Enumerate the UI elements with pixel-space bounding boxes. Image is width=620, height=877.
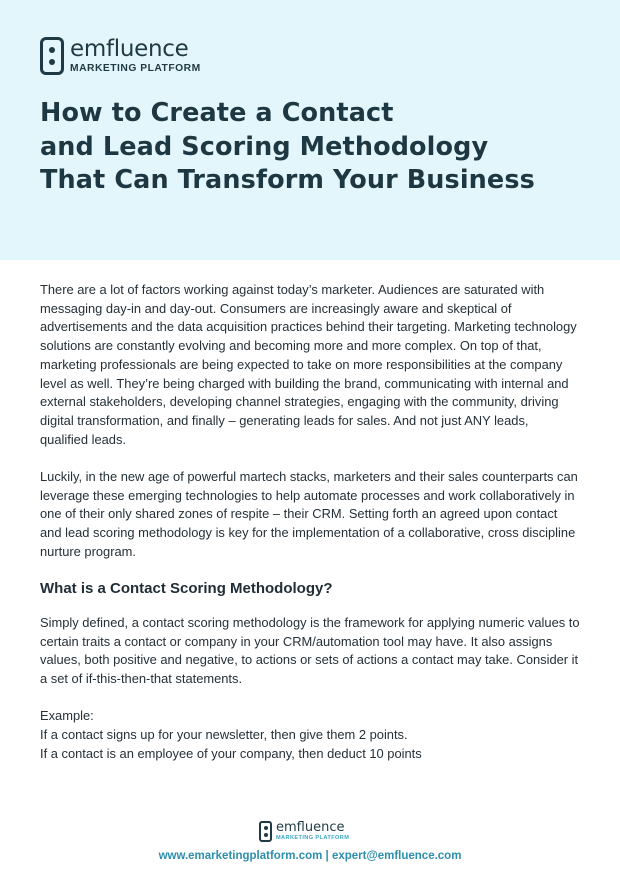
example-line-2: If a contact is an employee of your company, then deduct 10 points <box>40 745 422 761</box>
intro-paragraph: There are a lot of factors working against today’s marketer. Audiences are saturated with messaging day-in and day-out. Consumers are increasingly aware and skeptical of advertisements and the data acquisition practices behind their targeting. Marketing technology solutions are constantly evolving and becoming more and more complex. On top of that, marketing professionals are being expected to take on more responsibilities at the company level as well. They’re being charged with building the brand, communicating with internal and external stakeholders, developing channel strategies, engaging with the community, driving digital transformation, and finally – generating leads for sales. And not just ANY leads, qualified leads. <box>40 282 577 447</box>
example-label: Example: <box>40 708 94 724</box>
logo-mark-icon <box>40 37 64 75</box>
section-heading: What is a Contact Scoring Methodology? <box>40 580 333 598</box>
page-title <box>40 97 610 198</box>
example-block <box>40 707 580 763</box>
footer-logo <box>259 821 349 842</box>
title-line-3: That Can Transform Your Business <box>40 165 535 195</box>
article-body <box>40 281 580 764</box>
brand-logo <box>40 37 201 75</box>
logo-tagline: MARKETING PLATFORM <box>70 63 201 74</box>
martech-paragraph: Luckily, in the new age of powerful martech stacks, marketers and their sales counterparts can leverage these emerging technologies to help automate processes and work collaboratively in one of their only shared zones of respite – their CRM. Setting forth an agreed upon contact and lead scoring methodology is key for the implementation of a collaborative, cross discipline nurture program. <box>40 469 578 559</box>
footer-logo-mark-icon <box>259 821 272 842</box>
title-line-1: How to Create a Contact <box>40 98 394 128</box>
definition-paragraph: Simply defined, a contact scoring methodology is the framework for applying numeric values to certain traits a contact or company in your CRM/automation tool may have. It also assigns values, both positive and negative, to actions or sets of actions a contact may take. Consider it a set of if-this-then-that statements. <box>40 614 580 687</box>
title-line-2: and Lead Scoring Methodology <box>40 131 489 162</box>
footer-wordmark: emfluence <box>276 820 345 835</box>
footer-tagline: MARKETING PLATFORM <box>276 835 350 841</box>
logo-wordmark: emfluence <box>70 36 189 62</box>
footer-contact-links[interactable]: www.emarketingplatform.com | expert@emfluence.com <box>158 850 462 862</box>
example-line-1: If a contact signs up for your newsletter, then give them 2 points. <box>40 727 408 743</box>
